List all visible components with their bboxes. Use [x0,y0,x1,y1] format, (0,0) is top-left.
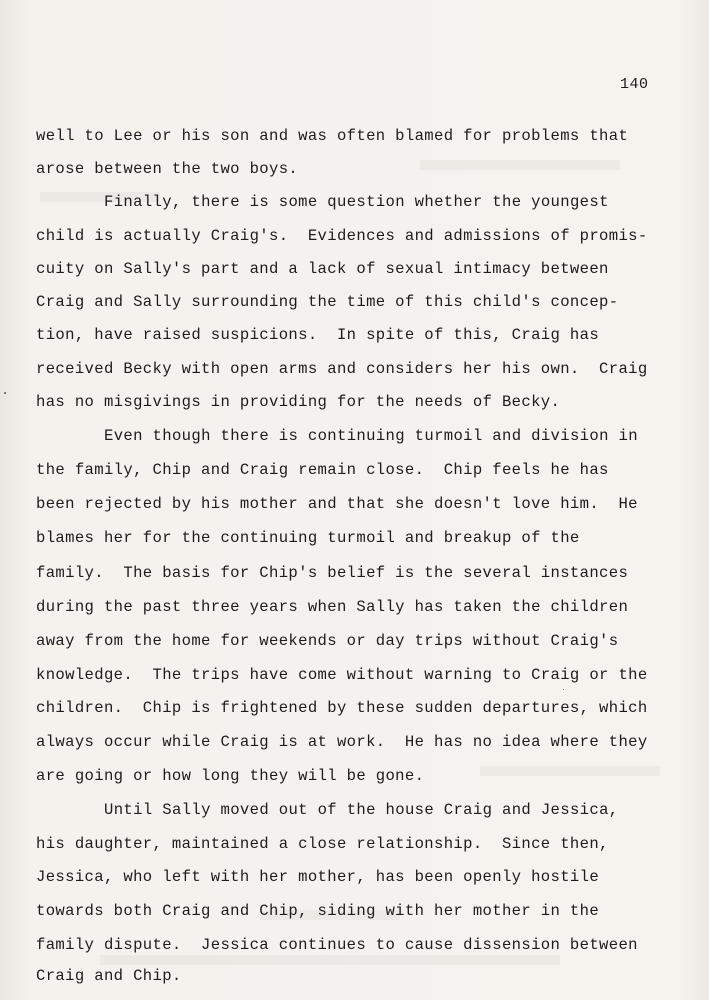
text-line: during the past three years when Sally has taken the children [36,598,629,616]
text-line: family. The basis for Chip's belief is the several instances [36,564,629,582]
text-line: well to Lee or his son and was often blamed for problems that [36,127,629,145]
text-line: his daughter, maintained a close relationship. Since then, [36,835,609,853]
text-line: are going or how long they will be gone. [36,767,425,785]
text-line: Jessica, who left with her mother, has been openly hostile [36,868,600,886]
text-line: Even though there is continuing turmoil and division in [104,427,638,445]
text-line: family dispute. Jessica continues to cause dissension between [36,936,638,954]
scan-speck [563,689,564,690]
text-line: always occur while Craig is at work. He has no idea where they [36,733,648,751]
text-line: away from the home for weekends or day trips without Craig's [36,632,619,650]
text-line: has no misgivings in providing for the needs of Becky. [36,393,561,411]
page-number: 140 [620,76,649,93]
text-line: arose between the two boys. [36,160,299,178]
text-line: tion, have raised suspicions. In spite of this, Craig has [36,326,600,344]
text-line: Craig and Chip. [36,967,182,985]
text-line: Until Sally moved out of the house Craig and Jessica, [104,801,619,819]
bleed-through-mark [100,955,560,965]
bleed-through-mark [420,160,620,170]
text-line: Craig and Sally surrounding the time of this child's concep- [36,293,619,311]
bleed-through-mark [480,766,660,776]
text-line: cuity on Sally's part and a lack of sexual intimacy between [36,260,609,278]
text-line: Finally, there is some question whether the youngest [104,193,609,211]
text-line: the family, Chip and Craig remain close. Chip feels he has [36,461,609,479]
text-line: towards both Craig and Chip, siding with her mother in the [36,902,600,920]
text-line: child is actually Craig's. Evidences and admissions of promis- [36,227,648,245]
text-line: blames her for the continuing turmoil and breakup of the [36,529,580,547]
text-line: received Becky with open arms and considers her his own. Craig [36,360,648,378]
text-line: children. Chip is frightened by these sudden departures, which [36,699,648,717]
text-line: been rejected by his mother and that she doesn't love him. He [36,495,638,513]
text-line: knowledge. The trips have come without warning to Craig or the [36,666,648,684]
scan-speck [4,392,6,394]
